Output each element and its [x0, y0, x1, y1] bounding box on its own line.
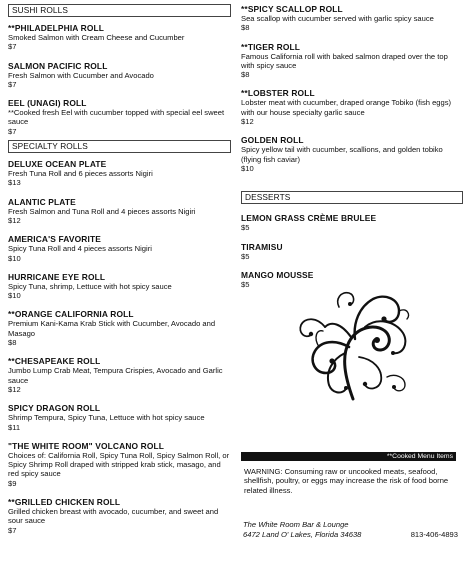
item-price: $8	[241, 23, 250, 33]
item-name: EEL (UNAGI) ROLL	[8, 98, 87, 109]
item-price: $13	[8, 178, 21, 188]
item-name: HURRICANE EYE ROLL	[8, 271, 106, 282]
item-name: SALMON PACIFIC ROLL	[8, 60, 108, 71]
item-description: Fresh Salmon with Cucumber and Avocado	[8, 70, 154, 80]
item-name: **SPICY SCALLOP ROLL	[241, 4, 343, 14]
item-description: Grilled chicken breast with avocado, cucumber, and sweet and sour sauce	[8, 507, 219, 526]
menu-item	[8, 23, 231, 52]
desserts-heading: DESSERTS	[241, 191, 463, 204]
item-price: $12	[241, 117, 254, 127]
item-name: GOLDEN ROLL	[241, 135, 304, 146]
item-name: TIRAMISU	[241, 241, 283, 252]
item-description: Lobster meat with cucumber, draped orange Tobiko (fish eggs) with our house specialty garlic sauce	[241, 98, 452, 117]
item-description: **Cooked fresh Eel with cucumber topped with special eel sweet sauce	[8, 108, 225, 127]
item-description: Famous California roll with baked salmon draped over the top with spicy sauce	[241, 51, 448, 70]
left-column	[8, 0, 231, 535]
menu-item	[8, 234, 231, 263]
item-name: DELUXE OCEAN PLATE	[8, 159, 107, 170]
item-description: Fresh Salmon and Tuna Roll and 4 pieces assorts Nigiri	[8, 206, 196, 216]
item-price: $5	[241, 279, 250, 289]
dessert-item	[241, 213, 463, 232]
address-row	[243, 530, 458, 540]
item-name: ALANTIC PLATE	[8, 196, 76, 207]
item-name: **TIGER ROLL	[241, 41, 301, 52]
menu-item	[241, 42, 463, 80]
food-safety-warning: WARNING: Consuming raw or uncooked meats, seafood, shellfish, poultry, or eggs may increase the risk of food borne related illness.	[244, 467, 449, 495]
item-name: **ORANGE CALIFORNIA ROLL	[8, 309, 134, 320]
cooked-menu-items-bar: **Cooked Menu Items	[241, 452, 456, 461]
item-description: Shrimp Tempura, Spicy Tuna, Lettuce with hot spicy sauce	[8, 413, 205, 423]
item-name: **GRILLED CHICKEN ROLL	[8, 497, 121, 508]
item-name: MANGO MOUSSE	[241, 269, 314, 280]
item-price: $8	[241, 70, 250, 80]
item-price: $7	[8, 42, 17, 52]
menu-item	[8, 272, 231, 301]
menu-item	[8, 441, 231, 488]
item-name: AMERICA'S FAVORITE	[8, 234, 101, 245]
item-description: Spicy yellow tail with cucumber, scallions, and golden tobiko (flying fish caviar)	[241, 145, 443, 164]
restaurant-address: 6472 Land O' Lakes, Florida 34638	[243, 529, 362, 539]
dessert-item	[241, 242, 463, 261]
item-price: $11	[8, 422, 21, 432]
item-name: SPICY DRAGON ROLL	[8, 403, 101, 414]
menu-item	[8, 61, 231, 90]
item-description: Premium Kani-Kama Krab Stick with Cucumber, Avocado and Masago	[8, 319, 216, 338]
item-price: $8	[8, 338, 17, 348]
item-price: $12	[8, 384, 21, 394]
restaurant-phone: 813-406-4893	[410, 529, 458, 539]
item-description: Jumbo Lump Crab Meat, Tempura Crispies, Avocado and Garlic sauce	[8, 366, 223, 385]
swirl-ornament-icon	[295, 287, 415, 402]
menu-item	[8, 497, 231, 535]
item-price: $10	[241, 163, 254, 173]
sushi-rolls-heading: SUSHI ROLLS	[8, 4, 231, 17]
item-price: $5	[241, 223, 250, 233]
menu-item	[8, 356, 231, 394]
menu-item	[8, 159, 231, 188]
menu-item	[8, 197, 231, 226]
item-price: $10	[8, 253, 21, 263]
item-description: Sea scallop with cucumber served with garlic spicy sauce	[241, 14, 434, 23]
item-price: $9	[8, 478, 17, 488]
item-description: Spicy Tuna Roll and 4 pieces assorts Nigiri	[8, 244, 152, 254]
item-price: $10	[8, 291, 21, 301]
item-description: Spicy Tuna, shrimp, Lettuce with hot spicy sauce	[8, 281, 172, 291]
item-price: $5	[241, 251, 250, 261]
menu-item	[241, 4, 463, 33]
item-price: $7	[8, 126, 17, 136]
item-name: **CHESAPEAKE ROLL	[8, 356, 101, 367]
item-price: $7	[8, 525, 17, 535]
menu-item	[8, 309, 231, 347]
specialty-rolls-heading: SPECIALTY ROLLS	[8, 140, 231, 153]
item-name: LEMON GRASS CRÈME BRULEE	[241, 213, 377, 224]
item-description: Choices of: California Roll, Spicy Tuna Roll, Spicy Salmon Roll, or Spicy Shrimp Roll draped with stripped krab stick, masago, and red spicy sauce	[8, 450, 230, 479]
restaurant-name: The White Room Bar & Lounge	[243, 520, 349, 529]
item-description: Fresh Tuna Roll and 6 pieces assorts Nigiri	[8, 169, 153, 179]
item-name: "THE WHITE ROOM" VOLCANO ROLL	[8, 440, 165, 451]
menu-item	[8, 98, 231, 136]
restaurant-footer	[243, 520, 458, 539]
item-name: **LOBSTER ROLL	[241, 88, 315, 99]
item-price: $12	[8, 215, 21, 225]
menu-item	[8, 403, 231, 432]
item-description: Smoked Salmon with Cream Cheese and Cucumber	[8, 33, 185, 42]
menu-item	[241, 135, 463, 173]
menu-item	[241, 88, 463, 126]
item-name: **PHILADELPHIA ROLL	[8, 23, 105, 33]
right-column	[241, 0, 463, 289]
item-price: $7	[8, 79, 17, 89]
cooked-items-notice	[241, 452, 456, 495]
